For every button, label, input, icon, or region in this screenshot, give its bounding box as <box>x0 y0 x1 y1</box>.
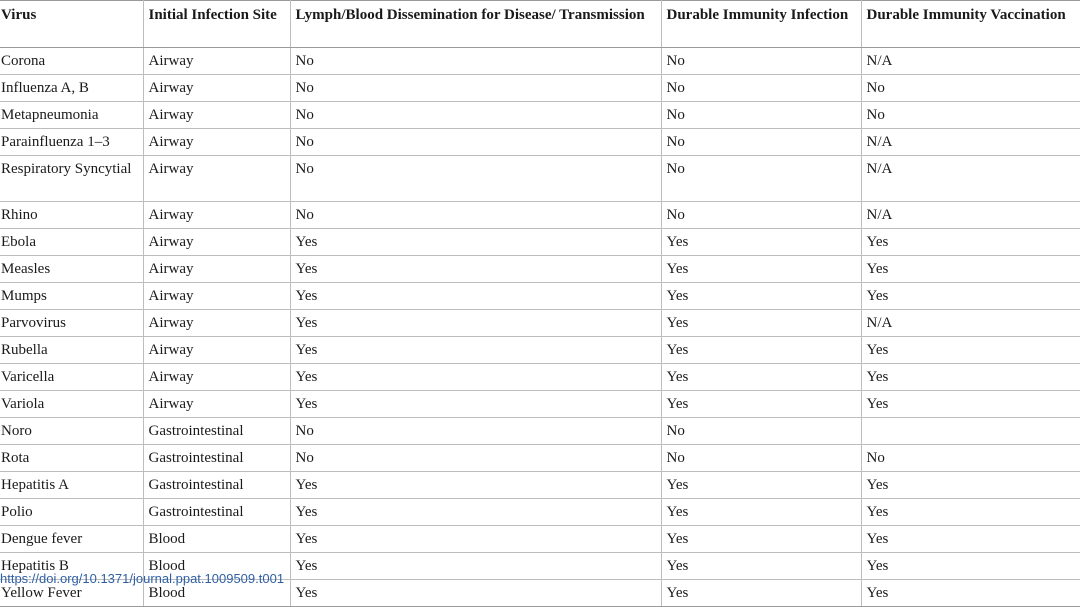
cell-virus: Mumps <box>0 283 143 310</box>
cell-immunity-vaccination: Yes <box>861 580 1080 607</box>
cell-virus: Influenza A, B <box>0 75 143 102</box>
cell-immunity-vaccination: Yes <box>861 337 1080 364</box>
cell-virus: Yellow Fever <box>0 580 143 607</box>
cell-dissemination: Yes <box>290 256 661 283</box>
cell-immunity-infection: Yes <box>661 310 861 337</box>
cell-infection-site: Airway <box>143 48 290 75</box>
cell-dissemination: No <box>290 48 661 75</box>
cell-immunity-vaccination: N/A <box>861 48 1080 75</box>
cell-virus: Rota <box>0 445 143 472</box>
cell-infection-site: Airway <box>143 156 290 202</box>
cell-immunity-infection: Yes <box>661 283 861 310</box>
table-row <box>0 364 1080 391</box>
cell-infection-site: Airway <box>143 129 290 156</box>
doi-link[interactable]: https://doi.org/10.1371/journal.ppat.1009509.t001 <box>0 571 285 586</box>
cell-virus: Corona <box>0 48 143 75</box>
cell-immunity-vaccination: No <box>861 445 1080 472</box>
cell-dissemination: Yes <box>290 364 661 391</box>
cell-immunity-vaccination: Yes <box>861 526 1080 553</box>
cell-infection-site: Airway <box>143 75 290 102</box>
cell-immunity-vaccination <box>861 418 1080 445</box>
cell-virus: Parvovirus <box>0 310 143 337</box>
cell-immunity-infection: No <box>661 75 861 102</box>
cell-infection-site: Blood <box>143 553 290 580</box>
cell-infection-site: Gastrointestinal <box>143 472 290 499</box>
cell-dissemination: Yes <box>290 499 661 526</box>
cell-immunity-infection: Yes <box>661 364 861 391</box>
cell-dissemination: Yes <box>290 337 661 364</box>
cell-immunity-infection: No <box>661 445 861 472</box>
table-row <box>0 48 1080 75</box>
cell-infection-site: Airway <box>143 391 290 418</box>
cell-immunity-infection: No <box>661 418 861 445</box>
cell-immunity-vaccination: Yes <box>861 391 1080 418</box>
table-row <box>0 418 1080 445</box>
cell-virus: Parainfluenza 1–3 <box>0 129 143 156</box>
table-row <box>0 310 1080 337</box>
cell-immunity-infection: No <box>661 102 861 129</box>
table-row <box>0 229 1080 256</box>
cell-virus: Noro <box>0 418 143 445</box>
table-row <box>0 102 1080 129</box>
cell-immunity-vaccination: N/A <box>861 129 1080 156</box>
cell-immunity-infection: Yes <box>661 472 861 499</box>
table-row <box>0 283 1080 310</box>
cell-immunity-infection: Yes <box>661 580 861 607</box>
cell-infection-site: Blood <box>143 526 290 553</box>
cell-infection-site: Airway <box>143 283 290 310</box>
cell-dissemination: No <box>290 202 661 229</box>
cell-infection-site: Airway <box>143 364 290 391</box>
cell-virus: Rubella <box>0 337 143 364</box>
cell-infection-site: Airway <box>143 337 290 364</box>
cell-virus: Ebola <box>0 229 143 256</box>
cell-virus: Measles <box>0 256 143 283</box>
table-header-row <box>0 1 1080 48</box>
column-header-dissemination: Lymph/Blood Dissemination for Disease/ Transmission <box>290 1 661 48</box>
cell-infection-site: Airway <box>143 229 290 256</box>
cell-infection-site: Airway <box>143 102 290 129</box>
cell-immunity-infection: Yes <box>661 526 861 553</box>
cell-immunity-vaccination: No <box>861 102 1080 129</box>
cell-virus: Metapneumonia <box>0 102 143 129</box>
table-row <box>0 391 1080 418</box>
cell-immunity-vaccination: Yes <box>861 283 1080 310</box>
column-header-virus: Virus <box>0 1 143 48</box>
cell-immunity-infection: Yes <box>661 337 861 364</box>
cell-immunity-vaccination: Yes <box>861 229 1080 256</box>
cell-immunity-vaccination: N/A <box>861 310 1080 337</box>
cell-dissemination: Yes <box>290 229 661 256</box>
cell-virus: Rhino <box>0 202 143 229</box>
cell-immunity-vaccination: Yes <box>861 256 1080 283</box>
cell-infection-site: Gastrointestinal <box>143 445 290 472</box>
cell-immunity-infection: Yes <box>661 391 861 418</box>
cell-immunity-infection: No <box>661 48 861 75</box>
cell-virus: Hepatitis B <box>0 553 143 580</box>
cell-immunity-infection: Yes <box>661 553 861 580</box>
cell-immunity-infection: No <box>661 156 861 202</box>
cell-dissemination: Yes <box>290 283 661 310</box>
table-row <box>0 202 1080 229</box>
table-row <box>0 256 1080 283</box>
table-row <box>0 156 1080 202</box>
cell-immunity-vaccination: Yes <box>861 499 1080 526</box>
cell-dissemination: No <box>290 102 661 129</box>
table-row <box>0 526 1080 553</box>
cell-infection-site: Airway <box>143 256 290 283</box>
cell-immunity-infection: Yes <box>661 229 861 256</box>
cell-immunity-infection: No <box>661 129 861 156</box>
cell-dissemination: No <box>290 129 661 156</box>
cell-dissemination: Yes <box>290 526 661 553</box>
cell-virus: Polio <box>0 499 143 526</box>
cell-infection-site: Blood <box>143 580 290 607</box>
table-row <box>0 445 1080 472</box>
cell-dissemination: Yes <box>290 580 661 607</box>
cell-virus: Dengue fever <box>0 526 143 553</box>
cell-immunity-infection: Yes <box>661 499 861 526</box>
cell-immunity-vaccination: Yes <box>861 364 1080 391</box>
table-row <box>0 499 1080 526</box>
cell-infection-site: Gastrointestinal <box>143 499 290 526</box>
cell-infection-site: Airway <box>143 310 290 337</box>
cell-dissemination: Yes <box>290 310 661 337</box>
cell-virus: Respiratory Syncytial <box>0 156 143 202</box>
table-row <box>0 129 1080 156</box>
cell-immunity-vaccination: N/A <box>861 156 1080 202</box>
cell-dissemination: Yes <box>290 391 661 418</box>
cell-dissemination: No <box>290 445 661 472</box>
cell-virus: Varicella <box>0 364 143 391</box>
cell-infection-site: Gastrointestinal <box>143 418 290 445</box>
cell-dissemination: No <box>290 156 661 202</box>
cell-virus: Variola <box>0 391 143 418</box>
table-row <box>0 75 1080 102</box>
table-row <box>0 337 1080 364</box>
table-row <box>0 472 1080 499</box>
cell-dissemination: Yes <box>290 472 661 499</box>
cell-dissemination: No <box>290 75 661 102</box>
cell-immunity-infection: No <box>661 202 861 229</box>
column-header-infection-site: Initial Infection Site <box>143 1 290 48</box>
cell-immunity-infection: Yes <box>661 256 861 283</box>
cell-dissemination: No <box>290 418 661 445</box>
cell-virus: Hepatitis A <box>0 472 143 499</box>
cell-immunity-vaccination: Yes <box>861 553 1080 580</box>
cell-immunity-vaccination: N/A <box>861 202 1080 229</box>
cell-immunity-vaccination: No <box>861 75 1080 102</box>
cell-immunity-vaccination: Yes <box>861 472 1080 499</box>
cell-dissemination: Yes <box>290 553 661 580</box>
cell-infection-site: Airway <box>143 202 290 229</box>
column-header-immunity-infection: Durable Immunity Infection <box>661 1 861 48</box>
column-header-immunity-vaccination: Durable Immunity Vaccination <box>861 1 1080 48</box>
